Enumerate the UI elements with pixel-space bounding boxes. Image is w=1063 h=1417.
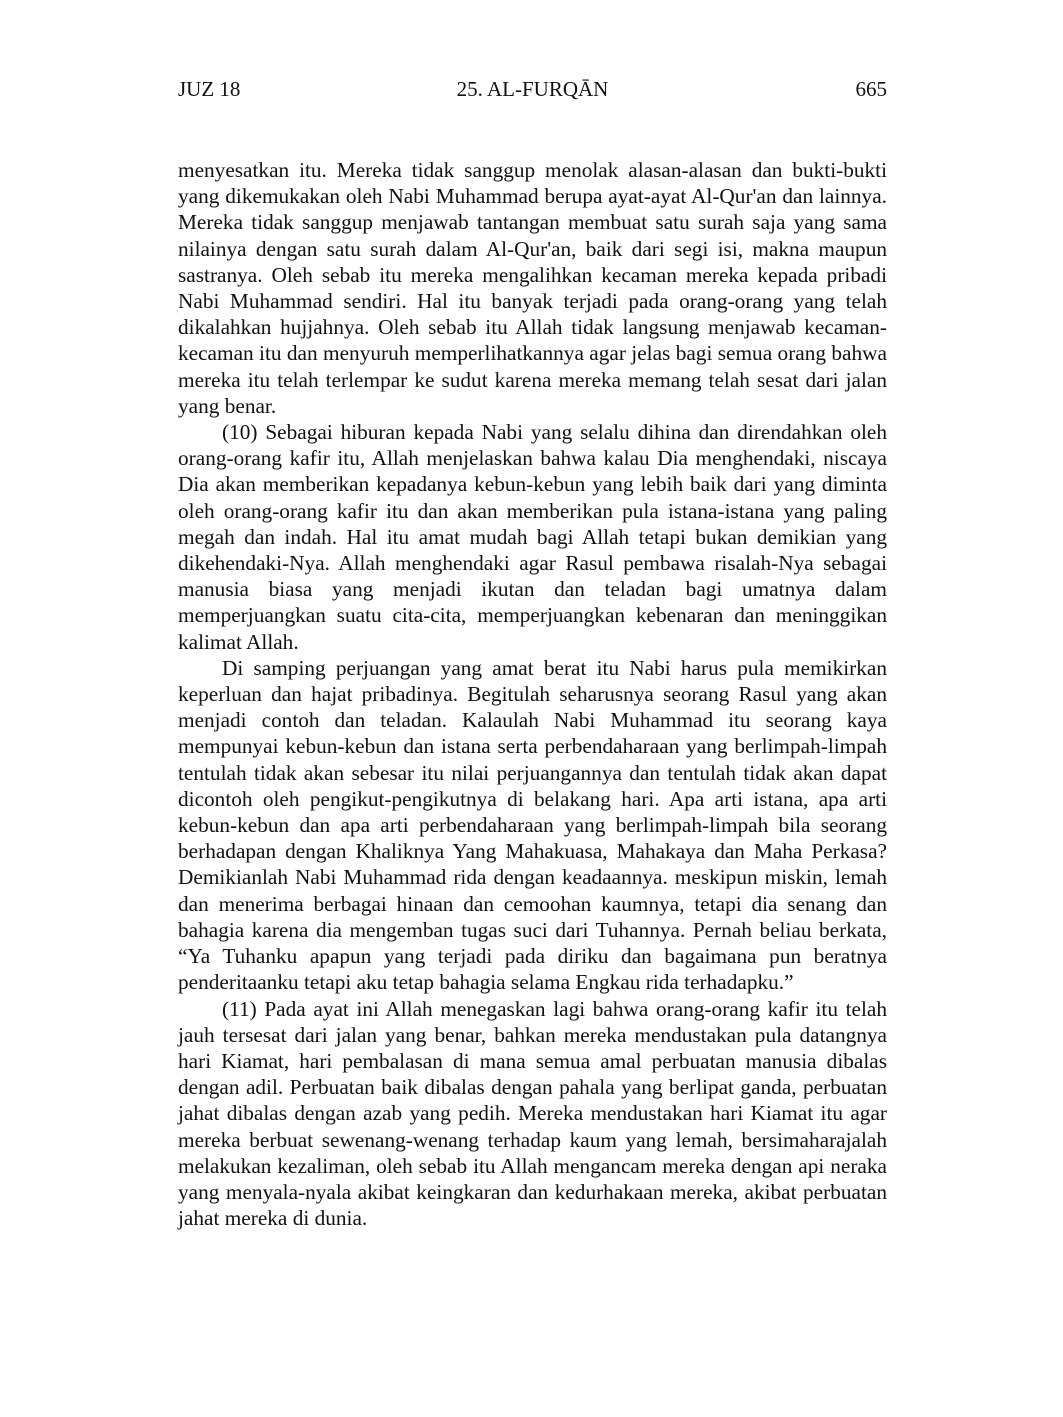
page-number: 665: [855, 77, 887, 101]
paragraph-commentary: Di samping perjuangan yang amat berat itu Nabi harus pula memikirkan keperluan dan hajat pribadinya. Begitulah seharusnya seorang Rasul yang akan menjadi contoh dan teladan. Kalaulah Nabi Muhammad itu seorang kaya mempunyai kebun-kebun dan istana serta perbendaharaan yang berlimpah-limpah tentulah tidak akan sebesar itu nilai perjuangannya dan tentulah tidak akan dapat dicontoh oleh pengikut-pengikutnya di belakang hari. Apa arti istana, apa arti kebun-kebun dan apa arti perbendaharaan yang berlimpah-limpah bila seorang berhadapan dengan Khaliknya Yang Mahakuasa, Mahakaya dan Maha Perkasa? Demikianlah Nabi Muhammad rida dengan keadaannya. meskipun miskin, lemah dan menerima berbagai hinaan dan cemoohan kaumnya, tetapi dia senang dan bahagia karena dia mengemban tugas suci dari Tuhannya. Pernah beliau berkata, “Ya Tuhanku apapun yang terjadi pada diriku dan bagaimana pun beratnya penderitaanku tetapi aku tetap bahagia selama Engkau rida terhadapku.”: [178, 655, 887, 995]
paragraph-verse-10: (10) Sebagai hiburan kepada Nabi yang selalu dihina dan direndahkan oleh orang-orang kafir itu, Allah menjelaskan bahwa kalau Dia menghendaki, niscaya Dia akan memberikan kepadanya kebun-kebun yang lebih baik dari yang diminta oleh orang-orang kafir itu dan akan memberikan pula istana-istana yang paling megah dan indah. Hal itu amat mudah bagi Allah tetapi bukan demikian yang dikehendaki-Nya. Allah menghendaki agar Rasul pembawa risalah-Nya sebagai manusia biasa yang menjadi ikutan dan teladan bagi umatnya dalam memperjuangkan suatu cita-cita, memperjuangkan kebenaran dan meninggikan kalimat Allah.: [178, 420, 887, 654]
paragraph-verse-11: (11) Pada ayat ini Allah menegaskan lagi bahwa orang-orang kafir itu telah jauh tersesat dari jalan yang benar, bahkan mereka mendustakan pula datangnya hari Kiamat, hari pembalasan di mana semua amal perbuatan manusia dibalas dengan adil. Perbuatan baik dibalas dengan pahala yang berlipat ganda, perbuatan jahat dibalas dengan azab yang pedih. Mereka mendustakan hari Kiamat itu agar mereka berbuat sewenang-wenang terhadap kaum yang lemah, bersimaharajalah melakukan kezaliman, oleh sebab itu Allah mengancam mereka dengan api neraka yang menyala-nyala akibat keingkaran dan kedurhakaan mereka, akibat perbuatan jahat mereka di dunia.: [178, 996, 887, 1231]
page-header: [178, 74, 887, 104]
juz-label: JUZ 18: [178, 77, 241, 101]
paragraph-continuation: menyesatkan itu. Mereka tidak sanggup menolak alasan-alasan dan bukti-bukti yang dikemukakan oleh Nabi Muhammad berupa ayat-ayat Al-Qur'an dan lainnya. Mereka tidak sanggup menjawab tantangan membuat satu surah saja yang sama nilainya dengan satu surah dalam Al-Qur'an, baik dari segi isi, makna maupun sastranya. Oleh sebab itu mereka mengalihkan kecaman mereka kepada pribadi Nabi Muhammad sendiri. Hal itu banyak terjadi pada orang-orang yang telah dikalahkan hujjahnya. Oleh sebab itu Allah tidak langsung menjawab kecaman-kecaman itu dan menyuruh memperlihatkannya agar jelas bagi semua orang bahwa mereka itu telah terlempar ke sudut karena mereka memang telah sesat dari jalan yang benar.: [178, 158, 887, 418]
surah-title: 25. AL-FURQĀN: [456, 77, 609, 101]
page-body: [178, 157, 887, 1231]
